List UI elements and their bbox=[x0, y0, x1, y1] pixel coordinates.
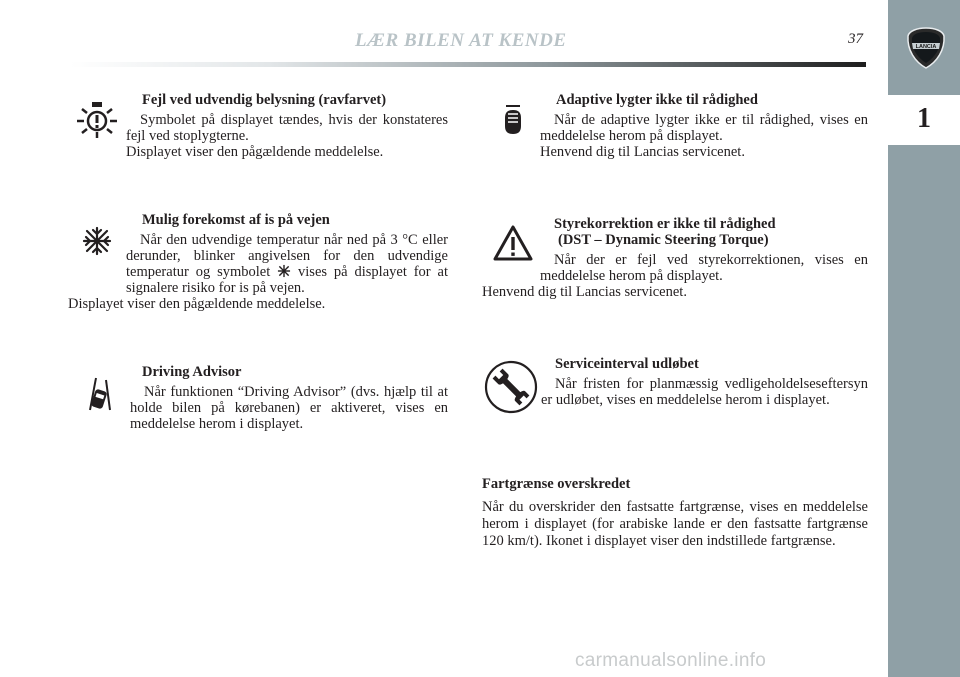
header-divider bbox=[70, 62, 866, 67]
section-text-part: Når den udvendige temperatur når ned på 3 °C eller derunder, blinker angivelsen for den udvendige temperatur og symbolet bbox=[126, 232, 448, 280]
section-text: Symbolet på displayet tændes, hvis der konstateres fejl ved stoplygterne. bbox=[126, 112, 448, 144]
section-title-line: Styrekorrektion er ikke til rådighed bbox=[554, 216, 776, 232]
wrench-icon bbox=[484, 360, 538, 414]
section-text: Henvend dig til Lancias servicenet. bbox=[482, 284, 687, 300]
section-text: Når du overskrider den fastsatte fartgrænse, vises en meddelelse herom i displayet (for arabiske lande er den fastsatte fartgrænse 120 km/t). Ikonet i displayet viser den indstillede fartgrænse. bbox=[482, 499, 868, 549]
chapter-number: 1 bbox=[917, 103, 931, 134]
lancia-logo-icon bbox=[904, 26, 948, 70]
section-title: Adaptive lygter ikke til rådighed bbox=[556, 92, 758, 108]
driving-advisor-icon bbox=[84, 374, 114, 414]
section-text: Når der er fejl ved styrekorrektionen, vises en meddelelse herom på displayet. bbox=[540, 252, 868, 284]
section-adaptive-lights bbox=[540, 92, 868, 160]
watermark: carmanualsonline.info bbox=[575, 650, 767, 671]
section-exterior-light-fault bbox=[112, 92, 448, 160]
section-ice-warning bbox=[68, 212, 448, 312]
chapter-tab bbox=[888, 95, 960, 145]
page-number: 37 bbox=[848, 31, 863, 47]
section-title: Fejl ved udvendig belysning (ravfarvet) bbox=[142, 92, 387, 108]
svg-text:LANCIA: LANCIA bbox=[915, 44, 937, 50]
section-text: Når funktionen “Driving Advisor” (dvs. hjælp til at holde bilen på kørebanen) er aktiveret, vises en meddelelse herom i displayet. bbox=[130, 384, 448, 432]
section-title: Mulig forekomst af is på vejen bbox=[142, 212, 330, 228]
section-text: Når de adaptive lygter ikke er til rådighed, vises en meddelelse herom på displayet. bbox=[540, 112, 868, 144]
section-text-part: vises på displayet for at signalere risiko for is på vejen. bbox=[126, 264, 448, 296]
section-title-line: (DST – Dynamic Steering Torque) bbox=[558, 232, 769, 248]
adaptive-headlight-icon bbox=[502, 104, 524, 136]
section-title: Driving Advisor bbox=[142, 364, 242, 380]
section-title bbox=[482, 216, 868, 248]
section-text bbox=[68, 232, 448, 296]
snowflake-inline-icon bbox=[277, 264, 291, 278]
section-text: Displayet viser den pågældende meddelelse. bbox=[126, 144, 384, 160]
section-text: Når fristen for planmæssig vedligeholdelseseftersyn er udløbet, vises en meddelelse herom i displayet. bbox=[541, 376, 868, 408]
section-speed-limit bbox=[482, 476, 868, 550]
section-text: Displayet viser den pågældende meddelelse. bbox=[68, 296, 326, 312]
section-title: Serviceinterval udløbet bbox=[555, 356, 699, 372]
section-text: Henvend dig til Lancias servicenet. bbox=[540, 144, 745, 160]
section-steering-correction bbox=[482, 216, 868, 300]
section-title: Fartgrænse overskredet bbox=[482, 476, 631, 492]
section-service-interval bbox=[541, 356, 868, 408]
page-header-title: LÆR BILEN AT KENDE bbox=[355, 30, 567, 51]
section-driving-advisor bbox=[130, 364, 448, 432]
